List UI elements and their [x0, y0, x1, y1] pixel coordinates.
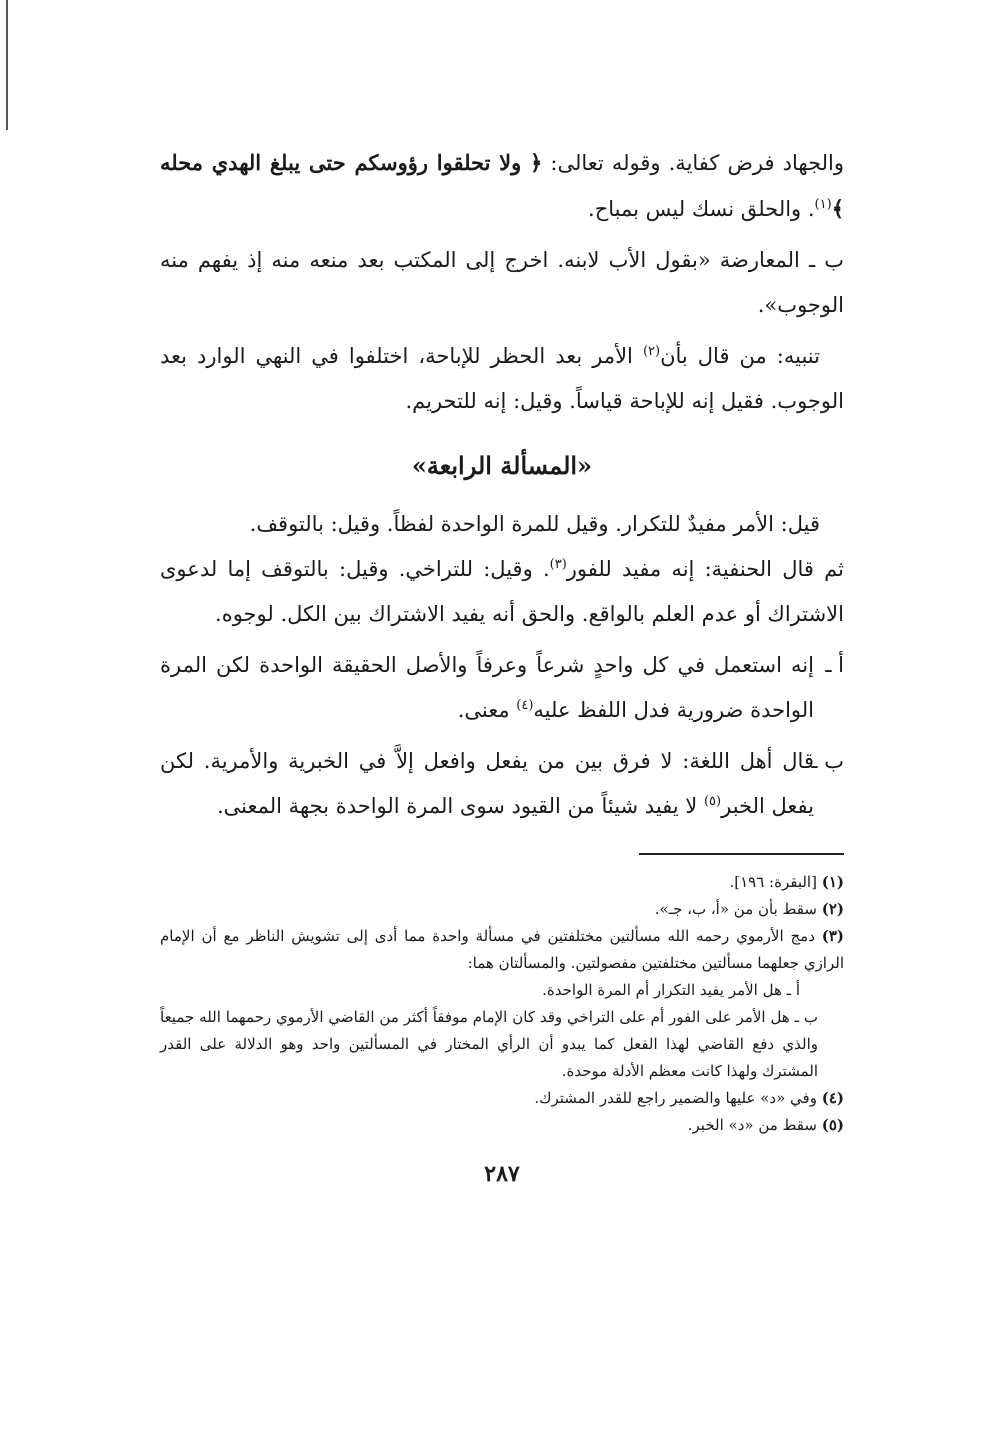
book-page: [160, 140, 844, 1187]
footnote-3: (٣) دمج الأرموي رحمه الله مسألتين مختلفتين في مسألة واحدة مما أدى إلى تشويش الناظر مع أن الإمام الرازي جعلهما مسألتين مختلفتين مفصولتين. والمسألتان هما:: [160, 927, 844, 972]
paragraph-hanafi: ثم قال الحنفية: إنه مفيد للفور$^{(٣)}$. وقيل: للتراخي. وقيل: بالتوقف إما لدعوى الاشتراك أو عدم العلم بالواقع. والحق أنه يفيد الاشتراك بين الكل. لوجوه.: [160, 557, 844, 626]
footnote-separator: [639, 853, 844, 855]
footnote-ref-5: (٥): [703, 794, 722, 809]
argument-a-label: أ ـ: [825, 653, 844, 677]
footnote-ref-4: (٤): [516, 698, 534, 713]
paragraph-note: تنبيه: من قال بأن$^{(٢)}$ الأمر بعد الحظر للإباحة، اختلفوا في النهي الوارد بعد الوجوب. فقيل إنه للإباحة قياساً. وقيل: إنه للتحريم.: [160, 344, 844, 413]
footnote-ref-1: (١): [814, 197, 832, 212]
section-heading: «المسألة الرابعة»: [411, 451, 593, 480]
footnote-ref-3: (٣): [549, 557, 567, 572]
footnote-5: (٥) سقط من «د» الخبر.: [687, 1116, 844, 1134]
argument-a: أ ـ إنه استعمل في كل واحدٍ شرعاً وعرفاً والأصل الحقيقة الواحدة لكن المرة الواحدة ضرورية فدل اللفظ عليه$^{(٤)}$ معنى.: [160, 643, 844, 733]
footnote-4: (٤) وفي «د» عليها والضمير راجع للقدر المشترك.: [534, 1089, 844, 1107]
footnote-ref-2: (٢): [642, 344, 661, 359]
paragraph-opinions: قيل: الأمر مفيدٌ للتكرار. وقيل للمرة الواحدة لفظاً. وقيل: بالتوقف.: [249, 512, 820, 536]
scan-edge-line: [6, 0, 8, 130]
quran-quote: ﴿ ولا تحلقوا رؤوسكم حتى يبلغ الهدي محله ﴾: [160, 150, 844, 221]
argument-b: ب ـ قال أهل اللغة: لا فرق بين من يفعل وافعل إلاَّ في الخبرية والأمرية. لكن يفعل الخبر$^{(٥)}$ لا يفيد شيئاً من القيود سوى المرة الواحدة بجهة المعنى.: [160, 739, 844, 829]
paragraph-objection: ب ـ المعارضة «بقول الأب لابنه. اخرج إلى المكتب بعد منعه منه إذ يفهم منه الوجوب».: [160, 248, 844, 317]
footnote-1: (١) [البقرة: ١٩٦].: [729, 873, 844, 891]
main-text: [160, 140, 844, 829]
footnote-2: (٢) سقط بأن من «أ، ب، جـ».: [654, 900, 844, 918]
footnote-3-item-a: أ ـ هل الأمر يفيد التكرار أم المرة الواحدة.: [542, 981, 800, 999]
footnote-3-item-b: ب ـ هل الأمر على الفور أم على التراخي وقد كان الإمام موفقاً أكثر من القاضي الأرموي رحمهما الله جميعاً والذي دفع القاضي لهذا الفعل كما يبدو أن الرأي المختار في المسألتين واحد وهو الدلالة على القدر المشترك ولهذا كانت معظم الأدلة موحدة.: [160, 1008, 818, 1080]
argument-b-label: ب ـ: [811, 749, 844, 773]
footnotes: [160, 869, 844, 1139]
paragraph-jihad: والجهاد فرض كفاية. وقوله تعالى: ﴿ ولا تحلقوا رؤوسكم حتى يبلغ الهدي محله ﴾$^{(١)}$. والحلق نسك ليس بمباح.: [160, 150, 844, 221]
page-number: ٢٨٧: [484, 1161, 520, 1187]
